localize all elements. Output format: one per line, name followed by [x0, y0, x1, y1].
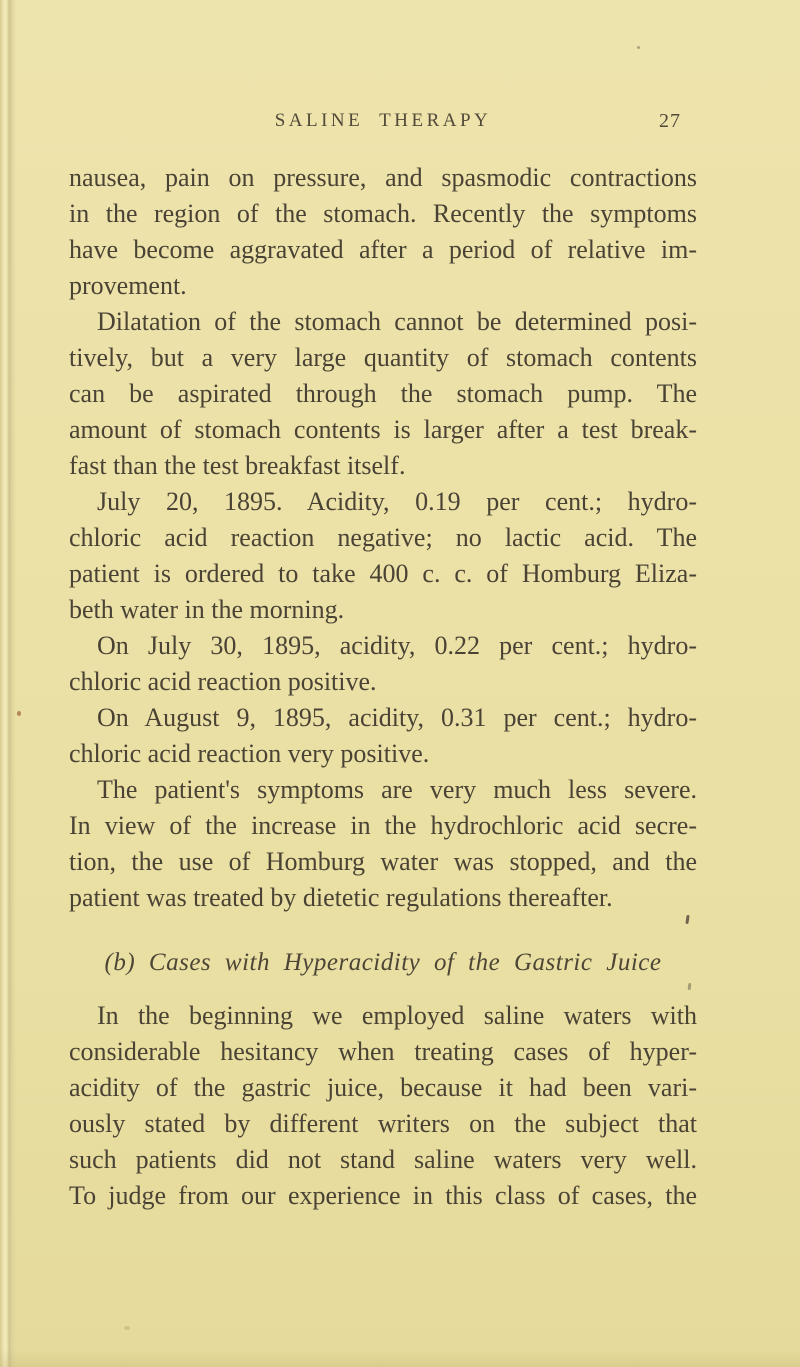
text-line: To judge from our experience in this class of cases, the [69, 1181, 697, 1210]
paper-blemish [17, 711, 21, 716]
text-line: provement. [69, 271, 187, 300]
text-line: beth water in the morning. [69, 595, 345, 624]
text-line: The patient's symptoms are very much less severe. [97, 775, 697, 804]
page-bottom-shade [0, 1349, 800, 1367]
text-line: can be aspirated through the stomach pump. The [69, 379, 697, 408]
text-line: ously stated by different writers on the subject that [69, 1109, 697, 1138]
paper-blemish [124, 1326, 130, 1330]
paragraph [69, 628, 697, 700]
page-title: SALINE THERAPY [274, 110, 492, 131]
paragraph [69, 484, 697, 628]
text-line: acidity of the gastric juice, because it had been vari- [69, 1073, 697, 1102]
text-line: On August 9, 1895, acidity, 0.31 per cent.; hydro- [97, 703, 697, 732]
text-line: tion, the use of Homburg water was stopped, and the [69, 847, 697, 876]
text-line: nausea, pain on pressure, and spasmodic contractions [69, 163, 697, 192]
text-line: chloric acid reaction negative; no lactic acid. The [69, 523, 697, 552]
text-line: chloric acid reaction positive. [69, 667, 377, 696]
text-line: have become aggravated after a period of relative im- [69, 235, 697, 264]
ink-speck [637, 46, 640, 49]
text-line: July 20, 1895. Acidity, 0.19 per cent.; hydro- [97, 487, 697, 516]
text-line: in the region of the stomach. Recently the symptoms [69, 199, 697, 228]
text-line: fast than the test breakfast itself. [69, 451, 406, 480]
text-line: Dilatation of the stomach cannot be determined posi- [97, 307, 697, 336]
paragraph [69, 160, 697, 304]
paragraph [69, 700, 697, 772]
paragraph [69, 304, 697, 484]
text-line: In view of the increase in the hydrochloric acid secre- [69, 811, 697, 840]
text-line: such patients did not stand saline waters very well. [69, 1145, 697, 1174]
paragraph [69, 772, 697, 916]
text-line: On July 30, 1895, acidity, 0.22 per cent.; hydro- [97, 631, 697, 660]
text-line: chloric acid reaction very positive. [69, 739, 430, 768]
page-number: 27 [659, 110, 681, 132]
paragraph [69, 998, 697, 1214]
text-line: considerable hesitancy when treating cases of hyper- [69, 1037, 697, 1066]
section-heading: (b) Cases with Hyperacidity of the Gastric Juice [104, 949, 662, 976]
text-line: patient was treated by dietetic regulations thereafter. [69, 883, 613, 912]
page-edge-shadow [0, 0, 16, 1367]
text-block [69, 104, 697, 1214]
running-header [69, 104, 697, 138]
text-line: tively, but a very large quantity of stomach contents [69, 343, 697, 372]
text-line: amount of stomach contents is larger after a test break- [69, 415, 697, 444]
text-line: In the beginning we employed saline waters with [97, 1001, 697, 1030]
body-text [69, 160, 697, 1214]
text-line: patient is ordered to take 400 c. c. of Homburg Eliza- [69, 559, 697, 588]
